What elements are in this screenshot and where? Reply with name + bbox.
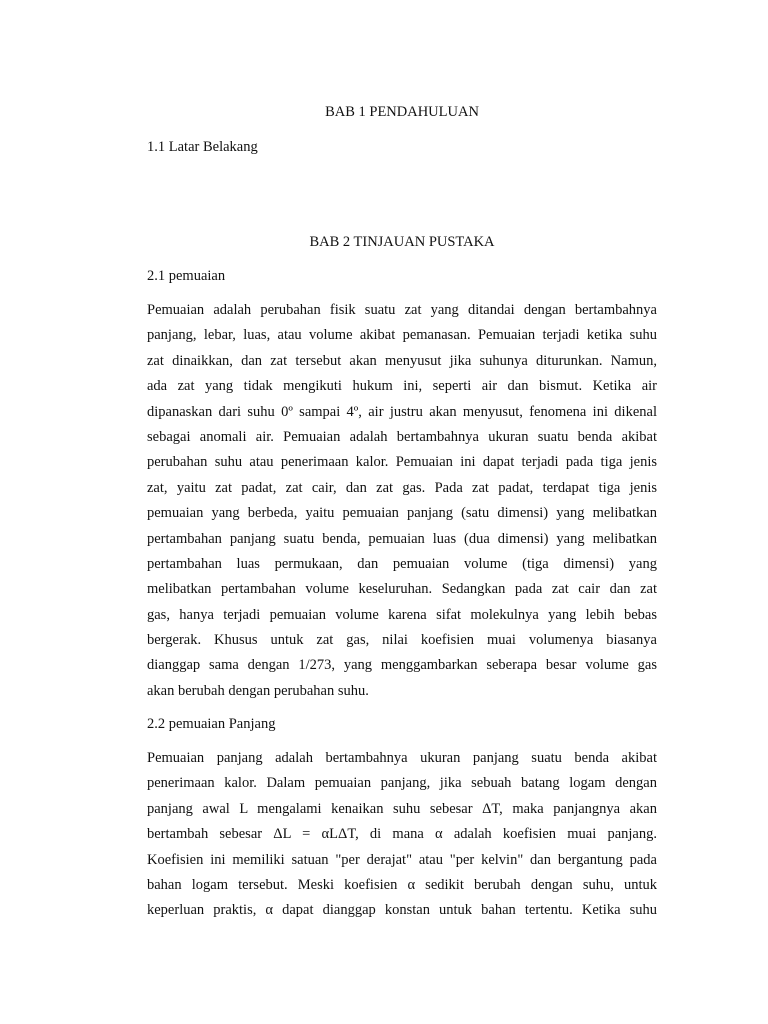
- section-2-1-heading: 2.1 pemuaian: [147, 268, 226, 284]
- paragraph-line: Pemuaian panjang adalah bertambahnya ukuran panjang suatu benda akibat: [147, 750, 657, 766]
- paragraph-line: penerimaan kalor. Dalam pemuaian panjang, jika sebuah batang logam dengan: [147, 775, 657, 792]
- paragraph-line: ada zat yang tidak mengikuti hukum ini, seperti air dan bismut. Ketika air: [147, 378, 657, 395]
- paragraph-line: perubahan suhu atau penerimaan kalor. Pemuaian ini dapat terjadi pada tiga jenis: [147, 454, 657, 471]
- paragraph-line: panjang, lebar, luas, atau volume akibat pemanasan. Pemuaian terjadi ketika suhu: [147, 327, 657, 344]
- paragraph-2-1: [147, 298, 657, 704]
- section-1-1-heading: 1.1 Latar Belakang: [147, 139, 258, 155]
- paragraph-line: gas, hanya terjadi pemuaian volume karena sifat molekulnya yang lebih bebas: [147, 606, 657, 623]
- paragraph-line: bertambah sebesar ΔL = αLΔT, di mana α adalah koefisien muai panjang.: [147, 826, 657, 843]
- paragraph-2-2: [147, 746, 657, 924]
- paragraph-line: panjang awal L mengalami kenaikan suhu sebesar ΔT, maka panjangnya akan: [147, 800, 657, 817]
- paragraph-line: keperluan praktis, α dapat dianggap konstan untuk bahan tertentu. Ketika suhu: [147, 902, 657, 919]
- paragraph-line: Pemuaian adalah perubahan fisik suatu zat yang ditandai dengan bertambahnya: [147, 302, 657, 318]
- chapter-1-title: BAB 1 PENDAHULUAN: [325, 104, 479, 120]
- paragraph-line: pertambahan luas permukaan, dan pemuaian volume (tiga dimensi) yang: [147, 555, 657, 572]
- paragraph-line: dipanaskan dari suhu 0º sampai 4º, air justru akan menyusut, fenomena ini dikenal: [147, 403, 657, 420]
- paragraph-line: sebagai anomali air. Pemuaian adalah bertambahnya ukuran suatu benda akibat: [147, 428, 657, 445]
- paragraph-line: bergerak. Khusus untuk zat gas, nilai koefisien muai volumenya biasanya: [147, 632, 657, 649]
- paragraph-line: zat dinaikkan, dan zat tersebut akan menyusut jika suhunya diturunkan. Namun,: [147, 352, 657, 369]
- paragraph-line: Koefisien ini memiliki satuan "per derajat" atau "per kelvin" dan bergantung pada: [147, 851, 657, 868]
- paragraph-line: bahan logam tersebut. Meski koefisien α sedikit berubah dengan suhu, untuk: [147, 876, 657, 893]
- paragraph-line: pemuaian yang berbeda, yaitu pemuaian panjang (satu dimensi) yang melibatkan: [147, 505, 657, 522]
- paragraph-line: akan berubah dengan perubahan suhu.: [147, 682, 369, 699]
- paragraph-line: melibatkan pertambahan volume keseluruhan. Sedangkan pada zat cair dan zat: [147, 581, 657, 598]
- paragraph-line: pertambahan panjang suatu benda, pemuaian luas (dua dimensi) yang melibatkan: [147, 530, 657, 547]
- paragraph-line: dianggap sama dengan 1/273, yang menggambarkan seberapa besar volume gas: [147, 657, 657, 674]
- chapter-2-title: BAB 2 TINJAUAN PUSTAKA: [309, 234, 495, 250]
- section-2-2-heading: 2.2 pemuaian Panjang: [147, 716, 276, 732]
- paragraph-line: zat, yaitu zat padat, zat cair, dan zat gas. Pada zat padat, terdapat tiga jenis: [147, 479, 657, 496]
